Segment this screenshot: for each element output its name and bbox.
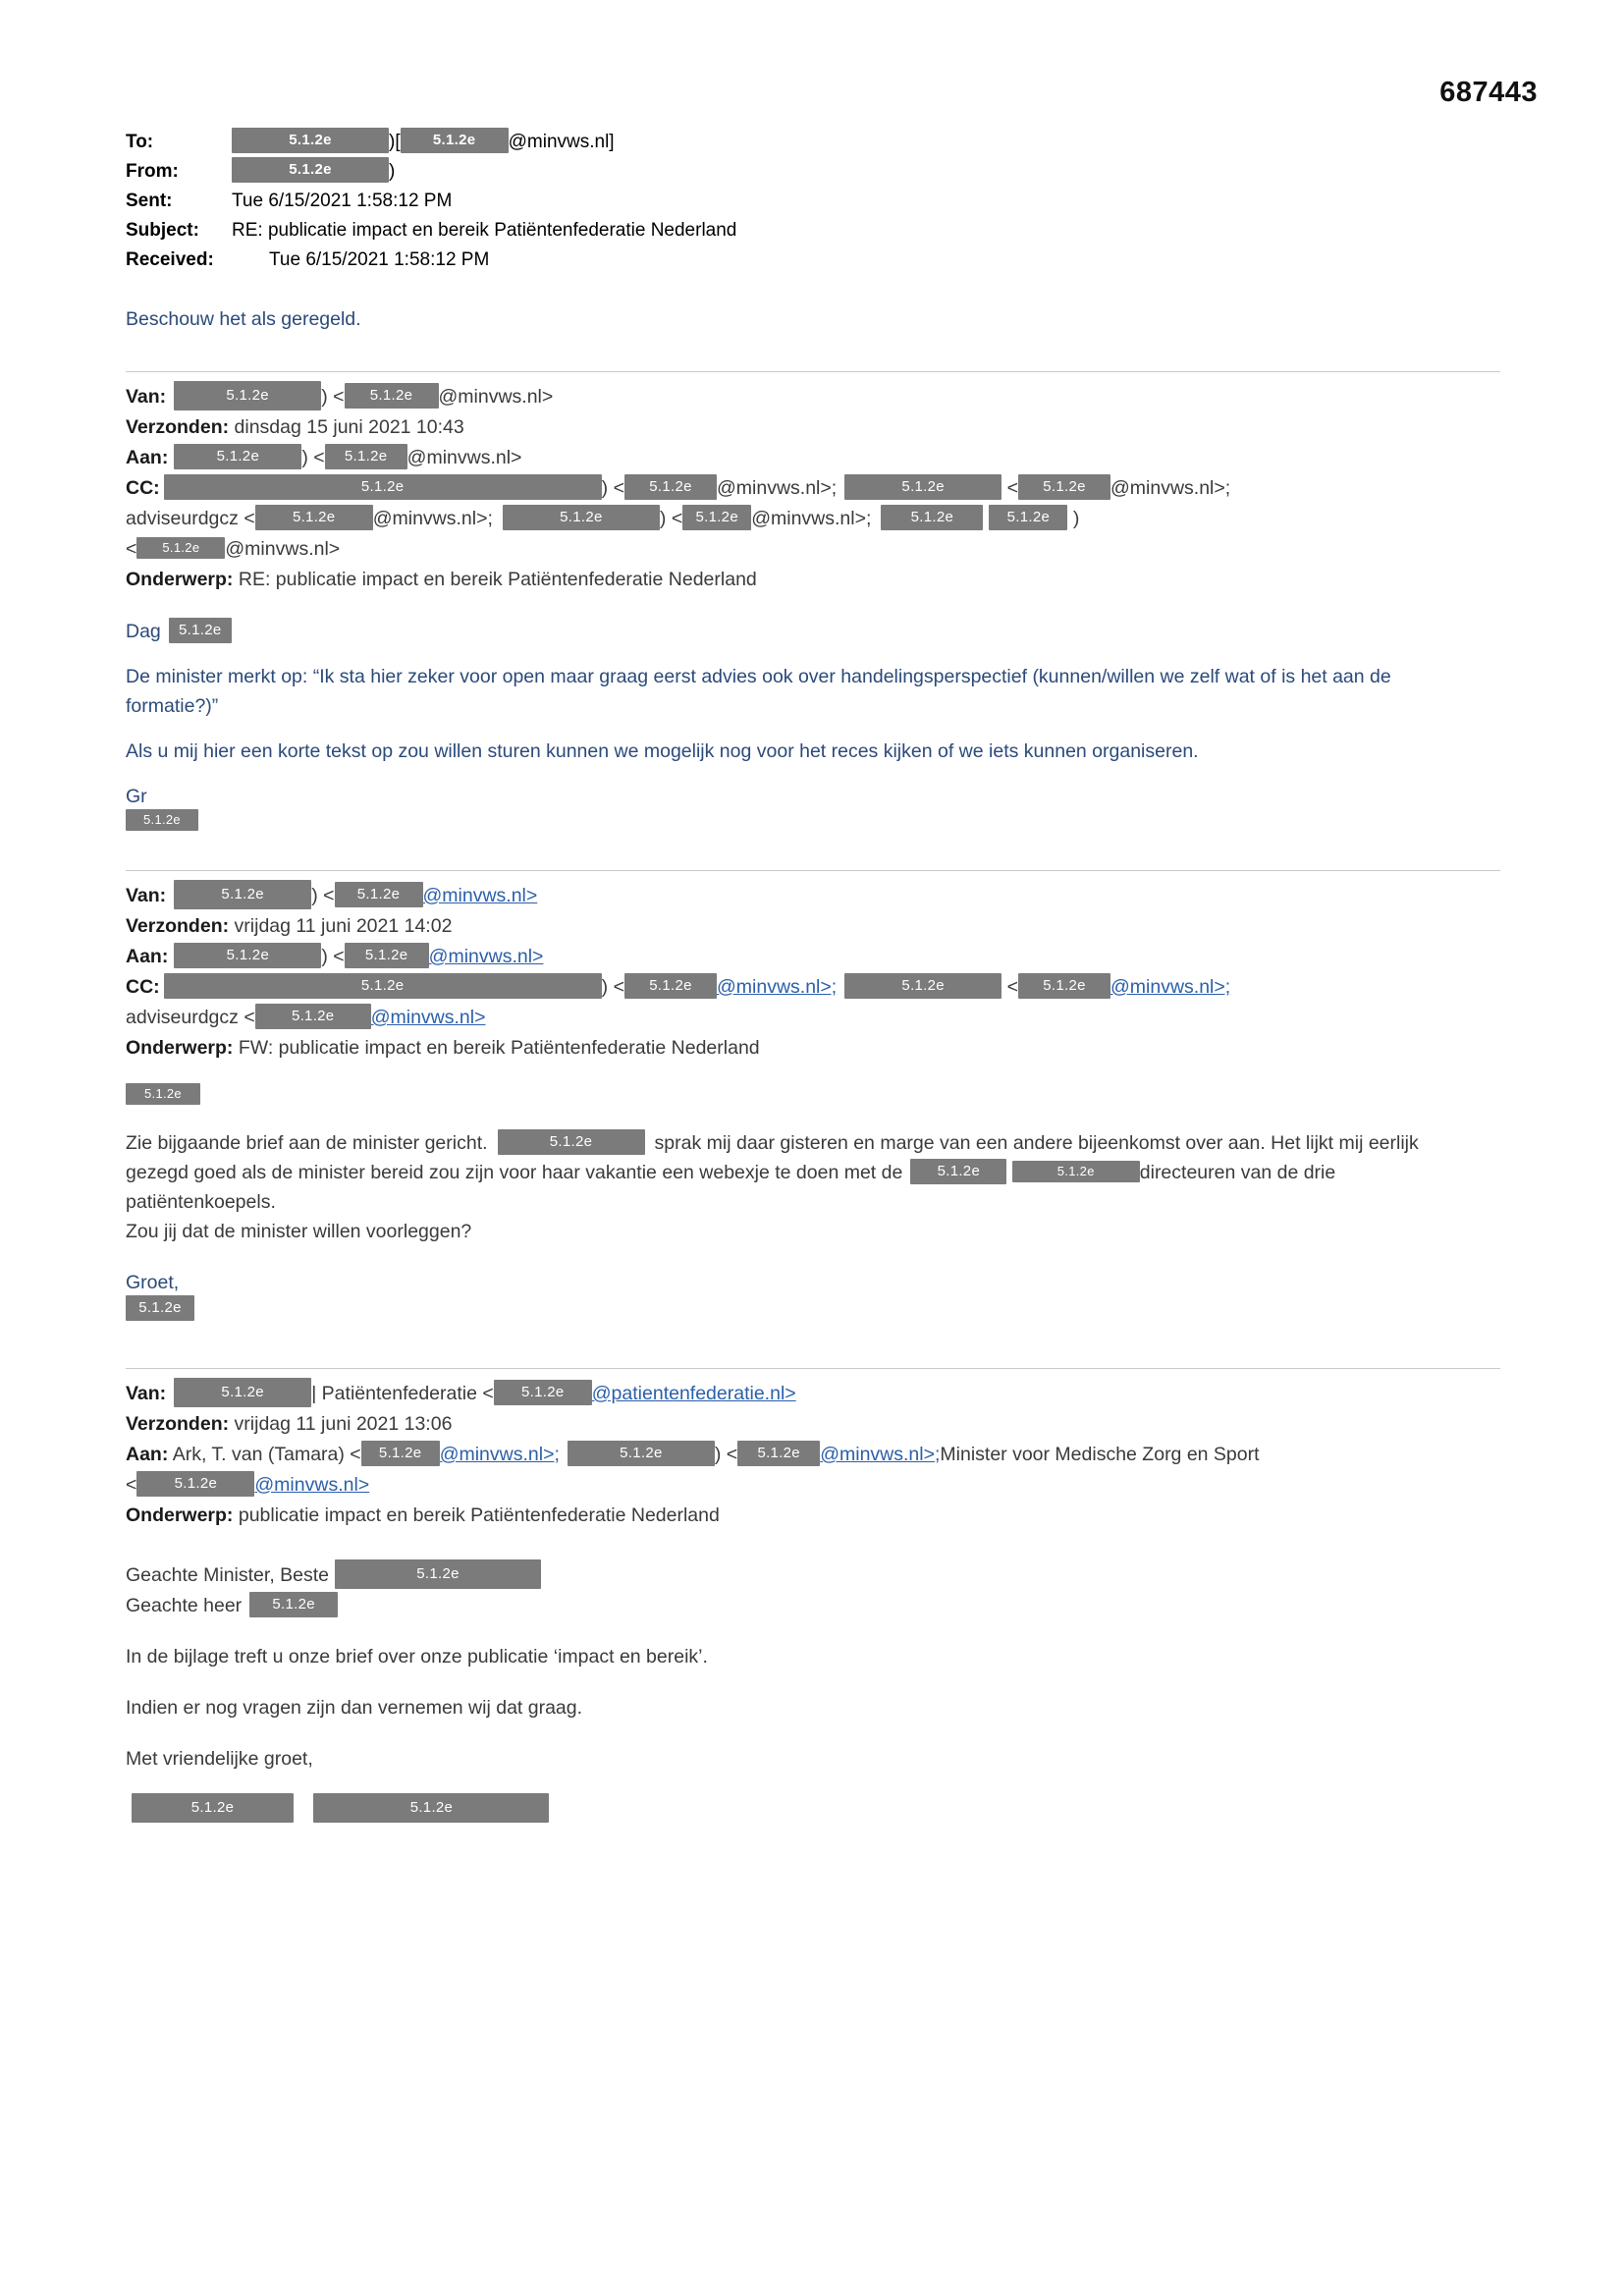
mail3-salutation-1: [126, 1560, 1500, 1591]
quoted-mail-3-header: [126, 1379, 1500, 1531]
redaction-block: 5.1.2e: [1012, 1161, 1140, 1182]
header-row-to: To: 5.1.2e )[ 5.1.2e @minvws.nl]: [126, 128, 1500, 157]
redaction-block: 5.1.2e: [624, 474, 717, 500]
mail2-onderwerp-row: [126, 1033, 1500, 1064]
redaction-block: 5.1.2e: [989, 505, 1067, 530]
redaction-block: 5.1.2e: [1018, 973, 1110, 999]
mail2-signoff: Groet,: [126, 1272, 180, 1293]
mail3-aan-row: Aan: Ark, T. van (Tamara) < 5.1.2e @minvws.nl>; 5.1.2e ) < 5.1.2e @minvws.nl>;Minister voor Medische Zorg en Sport: [126, 1440, 1500, 1470]
mail3-onderwerp-label: Onderwerp:: [126, 1504, 234, 1526]
mail2-aan-row: Aan: 5.1.2e ) < 5.1.2e @minvws.nl>: [126, 942, 1500, 972]
redaction-block: 5.1.2e: [682, 505, 751, 530]
mail2-onderwerp-label: Onderwerp:: [126, 1037, 234, 1059]
redaction-block: 5.1.2e: [232, 128, 389, 153]
header-label-to: To:: [126, 132, 154, 152]
mail1-onderwerp-row: [126, 565, 1500, 595]
mail1-cc-label: CC:: [126, 477, 160, 499]
header-row-received: [126, 246, 1500, 275]
header-label-received: Received:: [126, 249, 214, 270]
mail2-cc-domain-1[interactable]: @minvws.nl>;: [716, 976, 838, 998]
mail3-van-row: [126, 1379, 1500, 1409]
mail3-signature-redactions: [126, 1795, 1500, 1825]
redaction-block: 5.1.2e: [345, 943, 429, 968]
redaction-block: 5.1.2e: [568, 1441, 715, 1466]
mail1-van-row: Van: 5.1.2e ) < 5.1.2e @minvws.nl>: [126, 382, 1500, 412]
mail2-signature-redaction-row: [126, 1297, 1500, 1323]
redaction-block: 5.1.2e: [255, 505, 373, 530]
mail1-cc-row-3: < 5.1.2e @minvws.nl>: [126, 538, 341, 560]
mail3-van-label: Van:: [126, 1383, 167, 1404]
mail1-onderwerp-value: RE: publicatie impact en bereik Patiëntenfederatie Nederland: [238, 569, 757, 590]
mail2-verzonden-value: vrijdag 11 juni 2021 14:02: [234, 915, 453, 937]
mail3-verzonden-value: vrijdag 11 juni 2021 13:06: [234, 1413, 453, 1435]
redaction-block: 5.1.2e: [503, 505, 660, 530]
mail1-greeting-text: Dag: [126, 621, 161, 642]
redaction-block: 5.1.2e: [498, 1129, 645, 1155]
redaction-block: 5.1.2e: [335, 1559, 541, 1589]
redaction-block: 5.1.2e: [325, 444, 407, 469]
redaction-block: 5.1.2e: [255, 1004, 371, 1029]
redaction-block: 5.1.2e: [174, 880, 311, 909]
email-header: [126, 128, 1500, 275]
mail2-p1b: sprak mij daar gisteren en marge van een andere bijeenkomst over: [654, 1132, 1223, 1154]
mail2-cc-row-2: [126, 1003, 1500, 1033]
mail2-van-domain[interactable]: @minvws.nl>: [422, 885, 538, 906]
header-label-from: From:: [126, 161, 179, 182]
mail3-onderwerp-value: publicatie impact en bereik Patiëntenfederatie Nederland: [238, 1504, 720, 1526]
divider: [126, 371, 1500, 372]
mail2-cc-extra: adviseurdgcz <: [126, 1007, 255, 1028]
header-label-sent: Sent:: [126, 191, 173, 211]
quoted-mail-2-header: [126, 881, 1500, 1064]
divider: [126, 1368, 1500, 1369]
mail2-body-redaction-row: [126, 1085, 1500, 1107]
mail2-cc-label: CC:: [126, 976, 160, 998]
mail1-cc-domain-4: @minvws.nl>;: [751, 508, 872, 529]
mail1-van-domain: @minvws.nl>: [438, 386, 554, 408]
mail1-aan-row: Aan: 5.1.2e ) < 5.1.2e @minvws.nl>: [126, 443, 1500, 473]
mail1-verzonden-label: Verzonden:: [126, 416, 230, 438]
reply-text: Beschouw het als geregeld.: [126, 308, 361, 330]
redaction-block: 5.1.2e: [136, 537, 225, 559]
redaction-block: 5.1.2e: [174, 1378, 311, 1407]
mail3-aan-value: Ark, T. van (Tamara) <: [172, 1444, 361, 1465]
mail2-cc-domain-3[interactable]: @minvws.nl>: [370, 1007, 486, 1028]
mail1-signoff: Gr: [126, 786, 147, 807]
mail2-van-row: Van: 5.1.2e ) < 5.1.2e @minvws.nl>: [126, 881, 1500, 911]
redaction-block: 5.1.2e: [136, 1471, 254, 1497]
mail2-aan-domain[interactable]: @minvws.nl>: [428, 946, 544, 967]
redaction-block: 5.1.2e: [249, 1592, 338, 1617]
mail2-van-label: Van:: [126, 885, 167, 906]
redaction-block: 5.1.2e: [164, 973, 602, 999]
header-value-received: Tue 6/15/2021 1:58:12 PM: [269, 249, 490, 270]
redaction-block: 5.1.2e: [126, 1083, 200, 1105]
mail2-aan-label: Aan:: [126, 946, 169, 967]
redaction-block: 5.1.2e: [174, 943, 321, 968]
mail3-paragraph-2: Indien er nog vragen zijn dan vernemen wij dat graag.: [126, 1696, 583, 1719]
quoted-mail-1-header: [126, 382, 1500, 595]
redaction-block: 5.1.2e: [335, 882, 423, 907]
redaction-block: 5.1.2e: [132, 1793, 294, 1823]
redaction-block: 5.1.2e: [401, 128, 509, 153]
redaction-block: 5.1.2e: [313, 1793, 549, 1823]
mail3-aan-value-2: Minister voor Medische Zorg en Sport: [940, 1444, 1260, 1465]
redaction-block: 5.1.2e: [169, 618, 232, 643]
mail2-cc-row: CC: 5.1.2e ) < 5.1.2e @minvws.nl>; 5.1.2e < 5.1.2e @minvws.nl>;: [126, 972, 1500, 1003]
redaction-block: 5.1.2e: [174, 444, 301, 469]
mail3-verzonden-label: Verzonden:: [126, 1413, 230, 1435]
mail2-paragraph-2: Zou jij dat de minister willen voorleggen?: [126, 1221, 472, 1242]
redaction-block: 5.1.2e: [126, 809, 198, 831]
mail1-greeting: [126, 617, 1500, 646]
mail3-onderwerp-row: [126, 1501, 1500, 1531]
mail1-verzonden-value: dinsdag 15 juni 2021 10:43: [234, 416, 464, 438]
mail1-cc-domain-5: @minvws.nl>: [225, 538, 341, 560]
email-body: [126, 128, 1500, 1825]
redaction-block: 5.1.2e: [624, 973, 717, 999]
mail2-onderwerp-value: FW: publicatie impact en bereik Patiëntenfederatie Nederland: [238, 1037, 760, 1059]
redaction-block: 5.1.2e: [844, 474, 1001, 500]
document-number: 687443: [1439, 77, 1538, 108]
mail3-aan-row-2: < 5.1.2e @minvws.nl>: [126, 1470, 1500, 1501]
divider: [126, 870, 1500, 871]
redaction-block: 5.1.2e: [910, 1159, 1006, 1184]
redaction-block: 5.1.2e: [232, 157, 389, 183]
mail3-aan-domain-2[interactable]: @minvws.nl>;: [820, 1444, 941, 1465]
mail1-cc-domain-2: @minvws.nl>;: [1110, 477, 1231, 499]
header-row-subject: [126, 216, 1500, 246]
mail1-paragraph-1: De minister merkt op: “Ik sta hier zeker voor open maar graag eerst advies ook over handelingsperspectief (kunnen/willen we zelf wat of is het aan de formatie?)”: [126, 666, 1391, 717]
redaction-block: 5.1.2e: [126, 1295, 194, 1321]
mail1-cc-extra: adviseurdgcz <: [126, 508, 255, 529]
mail3-van-org: | Patiëntenfederatie <: [311, 1383, 494, 1404]
mail1-signature-redaction-row: [126, 811, 1500, 833]
mail1-paragraph-2: Als u mij hier een korte tekst op zou willen sturen kunnen we mogelijk nog voor het reces kijken of we iets kunnen organiseren.: [126, 740, 1199, 762]
header-row-from: From: 5.1.2e ): [126, 157, 1500, 187]
mail1-cc-domain-3: @minvws.nl>;: [372, 508, 493, 529]
mail3-aan-label: Aan:: [126, 1444, 169, 1465]
redaction-block: 5.1.2e: [844, 973, 1001, 999]
header-value-subject: RE: publicatie impact en bereik Patiëntenfederatie Nederland: [232, 220, 737, 241]
redaction-block: 5.1.2e: [361, 1441, 440, 1466]
header-value-sent: Tue 6/15/2021 1:58:12 PM: [232, 191, 453, 211]
redaction-block: 5.1.2e: [494, 1380, 592, 1405]
mail1-van-label: Van:: [126, 386, 167, 408]
mail2-verzonden-label: Verzonden:: [126, 915, 230, 937]
mail1-aan-label: Aan:: [126, 447, 169, 468]
mail3-salutation-2-text: Geachte heer: [126, 1594, 243, 1616]
redaction-block: 5.1.2e: [174, 381, 321, 410]
mail1-cc-domain-1: @minvws.nl>;: [716, 477, 838, 499]
mail2-paragraph-1: [126, 1128, 1481, 1217]
mail3-paragraph-1: In de bijlage treft u onze brief over onze publicatie ‘impact en bereik’.: [126, 1645, 708, 1667]
mail3-salutation-1-text: Geachte Minister, Beste: [126, 1564, 330, 1586]
mail3-aan-domain-3[interactable]: @minvws.nl>: [254, 1474, 370, 1496]
mail2-cc-domain-2[interactable]: @minvws.nl>;: [1110, 976, 1231, 998]
header-label-subject: Subject:: [126, 220, 199, 241]
mail1-verzonden-row: [126, 412, 1500, 443]
mail2-p1d: directeuren van de drie patiëntenkoepels.: [126, 1162, 1336, 1213]
mail1-cc-row: CC: 5.1.2e ) < 5.1.2e @minvws.nl>; 5.1.2e < 5.1.2e @minvws.nl>;: [126, 473, 1500, 504]
redaction-block: 5.1.2e: [737, 1441, 820, 1466]
header-value-to: @minvws.nl]: [508, 132, 615, 152]
mail3-salutation-2: [126, 1591, 1500, 1620]
mail3-paragraph-3: Met vriendelijke groet,: [126, 1747, 313, 1770]
mail1-aan-domain: @minvws.nl>: [406, 447, 522, 468]
mail2-p1c: aan. Het lijkt mij eerlijk gezegd goed als de minister bereid zou zijn voor haar vakantie een webexje te doen met de: [126, 1132, 1419, 1183]
mail1-cc-row-2: adviseurdgcz < 5.1.2e @minvws.nl>; 5.1.2e ) < 5.1.2e @minvws.nl>; 5.1.2e 5.1.2e ): [126, 504, 1500, 534]
mail3-verzonden-row: [126, 1409, 1500, 1440]
mail3-aan-domain-1[interactable]: @minvws.nl>;: [439, 1444, 560, 1465]
header-row-sent: [126, 187, 1500, 216]
mail2-p1a: Zie bijgaande brief aan de minister gericht.: [126, 1132, 488, 1154]
redaction-block: 5.1.2e: [881, 505, 983, 530]
redaction-block: 5.1.2e: [1018, 474, 1110, 500]
mail2-verzonden-row: [126, 911, 1500, 942]
redaction-block: 5.1.2e: [164, 474, 602, 500]
mail3-van-domain[interactable]: @patientenfederatie.nl>: [591, 1383, 796, 1404]
redaction-block: 5.1.2e: [345, 383, 439, 409]
mail1-onderwerp-label: Onderwerp:: [126, 569, 234, 590]
